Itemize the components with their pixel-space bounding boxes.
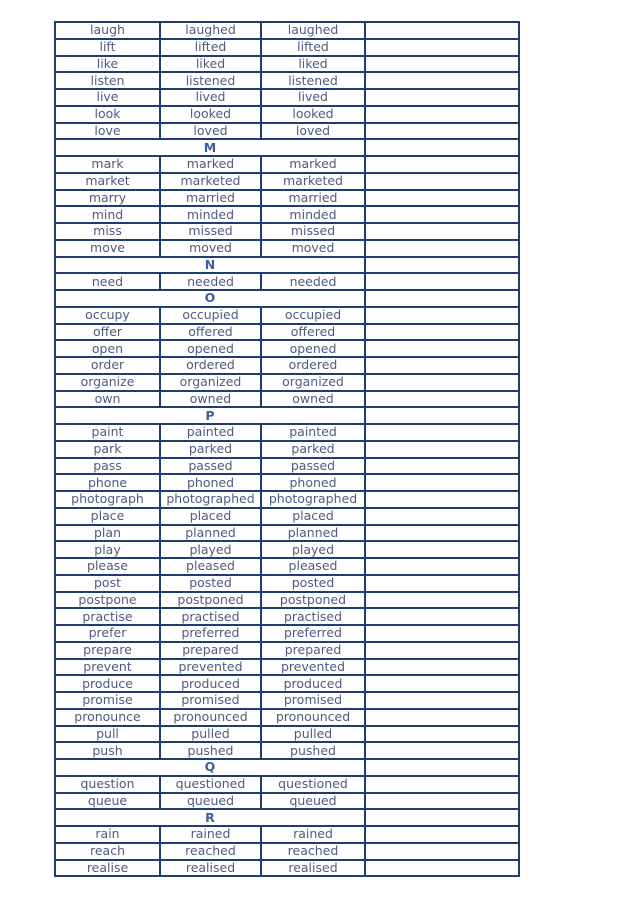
base-form-cell: mind [55,206,160,223]
past-simple-cell: produced [160,675,261,692]
past-simple-cell: pushed [160,742,261,759]
empty-cell [365,474,519,491]
table-row [55,123,519,140]
base-form-cell: prefer [55,625,160,642]
empty-cell [365,675,519,692]
base-form-cell: occupy [55,307,160,324]
base-form-cell: look [55,106,160,123]
empty-cell [365,257,519,274]
past-participle-cell: phoned [261,474,365,491]
empty-cell [365,357,519,374]
past-participle-cell: realised [261,860,365,877]
table-row [55,860,519,877]
table-row [55,106,519,123]
empty-cell [365,340,519,357]
past-simple-cell: prevented [160,659,261,676]
table-row [55,39,519,56]
table-row [55,22,519,39]
base-form-cell: organize [55,374,160,391]
empty-cell [365,709,519,726]
past-participle-cell: placed [261,508,365,525]
table-row [55,474,519,491]
table-row [55,223,519,240]
past-simple-cell: queued [160,793,261,810]
base-form-cell: please [55,558,160,575]
past-simple-cell: laughed [160,22,261,39]
table-row [55,89,519,106]
base-form-cell: prevent [55,659,160,676]
table-row [55,491,519,508]
past-simple-cell: planned [160,525,261,542]
empty-cell [365,776,519,793]
empty-cell [365,22,519,39]
letter-header: R [55,809,365,826]
table-row [55,709,519,726]
past-simple-cell: painted [160,424,261,441]
base-form-cell: pronounce [55,709,160,726]
base-form-cell: play [55,541,160,558]
past-participle-cell: prevented [261,659,365,676]
base-form-cell: paint [55,424,160,441]
empty-cell [365,324,519,341]
empty-cell [365,541,519,558]
past-participle-cell: missed [261,223,365,240]
empty-cell [365,374,519,391]
empty-cell [365,625,519,642]
base-form-cell: push [55,742,160,759]
empty-cell [365,793,519,810]
base-form-cell: lift [55,39,160,56]
table-row [55,72,519,89]
past-participle-cell: liked [261,56,365,73]
letter-header-row [55,759,519,776]
base-form-cell: love [55,123,160,140]
base-form-cell: laugh [55,22,160,39]
table-row [55,692,519,709]
past-participle-cell: pushed [261,742,365,759]
table-row [55,307,519,324]
table-row [55,424,519,441]
past-participle-cell: parked [261,441,365,458]
base-form-cell: mark [55,156,160,173]
table-row [55,357,519,374]
past-simple-cell: posted [160,575,261,592]
past-simple-cell: postponed [160,592,261,609]
past-participle-cell: offered [261,324,365,341]
past-participle-cell: owned [261,391,365,408]
past-participle-cell: loved [261,123,365,140]
past-simple-cell: owned [160,391,261,408]
table-row [55,273,519,290]
past-simple-cell: liked [160,56,261,73]
past-participle-cell: lifted [261,39,365,56]
base-form-cell: realise [55,860,160,877]
past-participle-cell: reached [261,843,365,860]
empty-cell [365,642,519,659]
empty-cell [365,424,519,441]
base-form-cell: promise [55,692,160,709]
past-simple-cell: occupied [160,307,261,324]
past-participle-cell: rained [261,826,365,843]
table-row [55,642,519,659]
past-participle-cell: played [261,541,365,558]
past-participle-cell: produced [261,675,365,692]
letter-header: Q [55,759,365,776]
past-participle-cell: occupied [261,307,365,324]
past-simple-cell: photographed [160,491,261,508]
base-form-cell: order [55,357,160,374]
empty-cell [365,692,519,709]
letter-header: M [55,139,365,156]
empty-cell [365,441,519,458]
base-form-cell: prepare [55,642,160,659]
base-form-cell: postpone [55,592,160,609]
table-row [55,525,519,542]
letter-header: P [55,407,365,424]
empty-cell [365,826,519,843]
table-row [55,558,519,575]
past-simple-cell: placed [160,508,261,525]
empty-cell [365,206,519,223]
past-simple-cell: prepared [160,642,261,659]
past-participle-cell: opened [261,340,365,357]
table-row [55,541,519,558]
table-row [55,508,519,525]
base-form-cell: miss [55,223,160,240]
letter-header-row [55,290,519,307]
table-row [55,843,519,860]
past-participle-cell: passed [261,458,365,475]
past-participle-cell: preferred [261,625,365,642]
base-form-cell: phone [55,474,160,491]
past-participle-cell: questioned [261,776,365,793]
base-form-cell: like [55,56,160,73]
empty-cell [365,809,519,826]
past-participle-cell: queued [261,793,365,810]
empty-cell [365,659,519,676]
empty-cell [365,491,519,508]
table-row [55,340,519,357]
table-row [55,190,519,207]
past-simple-cell: loved [160,123,261,140]
verb-table-body [55,22,519,876]
letter-header-row [55,139,519,156]
base-form-cell: practise [55,608,160,625]
past-participle-cell: photographed [261,491,365,508]
table-row [55,156,519,173]
past-simple-cell: ordered [160,357,261,374]
past-simple-cell: reached [160,843,261,860]
empty-cell [365,458,519,475]
empty-cell [365,156,519,173]
past-participle-cell: planned [261,525,365,542]
base-form-cell: listen [55,72,160,89]
empty-cell [365,575,519,592]
empty-cell [365,123,519,140]
empty-cell [365,89,519,106]
past-simple-cell: promised [160,692,261,709]
empty-cell [365,759,519,776]
table-row [55,793,519,810]
empty-cell [365,558,519,575]
table-row [55,826,519,843]
empty-cell [365,106,519,123]
empty-cell [365,72,519,89]
past-participle-cell: listened [261,72,365,89]
table-row [55,608,519,625]
base-form-cell: pull [55,726,160,743]
past-participle-cell: prepared [261,642,365,659]
empty-cell [365,843,519,860]
past-simple-cell: preferred [160,625,261,642]
letter-header-row [55,407,519,424]
past-participle-cell: marked [261,156,365,173]
past-simple-cell: pleased [160,558,261,575]
empty-cell [365,391,519,408]
base-form-cell: own [55,391,160,408]
table-row [55,374,519,391]
empty-cell [365,592,519,609]
past-participle-cell: pleased [261,558,365,575]
empty-cell [365,190,519,207]
table-row [55,56,519,73]
letter-header-row [55,257,519,274]
past-simple-cell: questioned [160,776,261,793]
past-simple-cell: missed [160,223,261,240]
empty-cell [365,273,519,290]
past-participle-cell: looked [261,106,365,123]
base-form-cell: park [55,441,160,458]
past-participle-cell: posted [261,575,365,592]
table-row [55,742,519,759]
base-form-cell: need [55,273,160,290]
past-simple-cell: phoned [160,474,261,491]
empty-cell [365,860,519,877]
base-form-cell: offer [55,324,160,341]
base-form-cell: pass [55,458,160,475]
past-simple-cell: lifted [160,39,261,56]
past-simple-cell: marked [160,156,261,173]
base-form-cell: question [55,776,160,793]
letter-header: O [55,290,365,307]
empty-cell [365,173,519,190]
table-row [55,575,519,592]
empty-cell [365,525,519,542]
table-row [55,625,519,642]
empty-cell [365,223,519,240]
base-form-cell: plan [55,525,160,542]
empty-cell [365,290,519,307]
base-form-cell: move [55,240,160,257]
table-row [55,324,519,341]
past-simple-cell: practised [160,608,261,625]
past-simple-cell: needed [160,273,261,290]
past-participle-cell: promised [261,692,365,709]
past-participle-cell: practised [261,608,365,625]
base-form-cell: photograph [55,491,160,508]
past-participle-cell: minded [261,206,365,223]
past-participle-cell: lived [261,89,365,106]
past-simple-cell: married [160,190,261,207]
past-simple-cell: rained [160,826,261,843]
past-simple-cell: parked [160,441,261,458]
past-participle-cell: married [261,190,365,207]
base-form-cell: market [55,173,160,190]
past-participle-cell: moved [261,240,365,257]
past-participle-cell: organized [261,374,365,391]
empty-cell [365,742,519,759]
past-simple-cell: passed [160,458,261,475]
letter-header: N [55,257,365,274]
empty-cell [365,56,519,73]
past-participle-cell: ordered [261,357,365,374]
past-participle-cell: needed [261,273,365,290]
base-form-cell: reach [55,843,160,860]
base-form-cell: post [55,575,160,592]
past-simple-cell: moved [160,240,261,257]
past-simple-cell: looked [160,106,261,123]
past-simple-cell: pronounced [160,709,261,726]
past-simple-cell: realised [160,860,261,877]
table-row [55,458,519,475]
empty-cell [365,407,519,424]
empty-cell [365,139,519,156]
base-form-cell: queue [55,793,160,810]
table-row [55,391,519,408]
table-row [55,675,519,692]
past-simple-cell: marketed [160,173,261,190]
table-row [55,441,519,458]
past-simple-cell: offered [160,324,261,341]
table-row [55,173,519,190]
past-simple-cell: lived [160,89,261,106]
table-row [55,776,519,793]
base-form-cell: produce [55,675,160,692]
empty-cell [365,307,519,324]
base-form-cell: open [55,340,160,357]
table-row [55,659,519,676]
base-form-cell: marry [55,190,160,207]
past-simple-cell: played [160,541,261,558]
past-participle-cell: laughed [261,22,365,39]
past-simple-cell: organized [160,374,261,391]
past-participle-cell: postponed [261,592,365,609]
table-row [55,726,519,743]
past-participle-cell: marketed [261,173,365,190]
base-form-cell: place [55,508,160,525]
empty-cell [365,608,519,625]
table-row [55,206,519,223]
past-simple-cell: listened [160,72,261,89]
verb-table [54,21,520,877]
empty-cell [365,240,519,257]
empty-cell [365,508,519,525]
past-simple-cell: opened [160,340,261,357]
table-row [55,240,519,257]
empty-cell [365,726,519,743]
table-row [55,592,519,609]
past-participle-cell: pulled [261,726,365,743]
past-simple-cell: minded [160,206,261,223]
empty-cell [365,39,519,56]
base-form-cell: live [55,89,160,106]
letter-header-row [55,809,519,826]
base-form-cell: rain [55,826,160,843]
past-simple-cell: pulled [160,726,261,743]
past-participle-cell: pronounced [261,709,365,726]
past-participle-cell: painted [261,424,365,441]
